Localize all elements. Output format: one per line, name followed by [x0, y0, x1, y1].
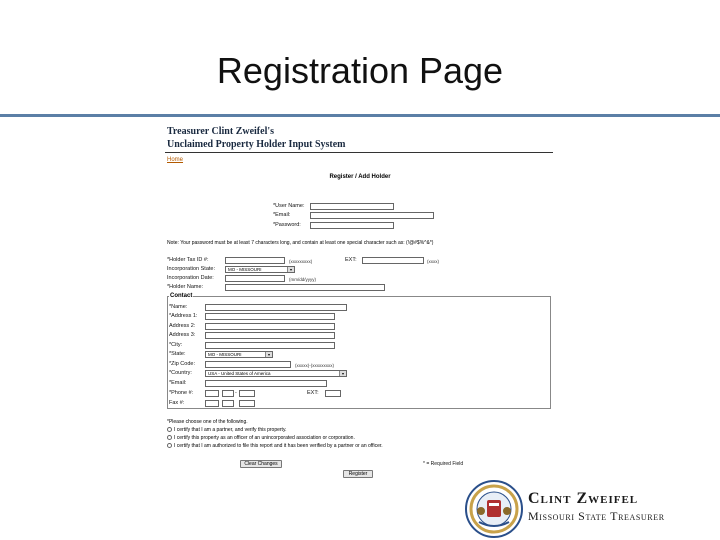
address3-label: Address 3: [169, 332, 196, 338]
incorporation-state-label: Incorporation State: [167, 266, 216, 272]
title-divider [0, 114, 720, 117]
address2-label: Address 2: [169, 323, 196, 329]
phone-area-input[interactable] [205, 390, 219, 397]
holder-name-input[interactable] [225, 284, 385, 291]
fax-line-input[interactable] [239, 400, 255, 407]
required-field-note: * = Required Field [423, 461, 464, 467]
state-select[interactable] [205, 351, 273, 358]
address1-input[interactable] [205, 313, 335, 320]
certify-option-1[interactable] [167, 427, 286, 433]
phone-label: *Phone #: [169, 390, 194, 396]
register-button[interactable]: Register [343, 470, 373, 478]
country-select[interactable] [205, 370, 347, 377]
holder-tax-id-hint: (xxxxxxxxx) [289, 259, 313, 264]
holder-ext-hint: (xxxx) [427, 259, 439, 264]
slide-title: Registration Page [216, 50, 504, 91]
zip-code-hint: (xxxxx)-(xxxxxxxxx) [295, 363, 334, 368]
certify-prompt: *Please choose one of the following. [167, 419, 248, 425]
zip-code-input[interactable] [205, 361, 291, 368]
country-value: USA - United States of America [208, 371, 271, 376]
form-heading: Register / Add Holder [329, 174, 391, 180]
chevron-down-icon: ▾ [287, 267, 294, 272]
phone-line-input[interactable] [239, 390, 255, 397]
holder-tax-id-label: *Holder Tax ID #: [167, 257, 209, 263]
contact-legend: Contact [170, 293, 193, 299]
radio-button[interactable] [167, 427, 172, 432]
incorporation-date-hint: (mm/dd/yyyy) [289, 277, 316, 282]
missouri-state-seal-icon [465, 480, 523, 538]
phone-separator: - [235, 390, 237, 396]
home-link[interactable]: Home [167, 157, 184, 163]
password-label: *Password: [273, 222, 301, 228]
holder-ext-input[interactable] [362, 257, 424, 264]
footer-brand-subtitle: Missouri State Treasurer [528, 509, 665, 523]
clear-changes-button[interactable]: Clear Changes [240, 460, 282, 468]
app-brand-line1: Treasurer Clint Zweifel's [167, 126, 275, 137]
zip-code-label: *Zip Code: [169, 361, 195, 367]
email-label: *Email: [273, 212, 291, 218]
address2-input[interactable] [205, 323, 335, 330]
holder-name-label: *Holder Name: [167, 284, 204, 290]
state-value: MO - MISSOURI [208, 352, 242, 357]
header-divider [165, 152, 553, 153]
contact-name-input[interactable] [205, 304, 347, 311]
fax-label: Fax #: [169, 400, 185, 406]
radio-button[interactable] [167, 443, 172, 448]
certify-option-3-label: I certify that I am authorized to file this report and it has been verified by a partner or an officer. [174, 443, 383, 449]
fax-area-input[interactable] [205, 400, 219, 407]
user-name-label: *User Name: [273, 203, 305, 209]
country-label: *Country: [169, 370, 192, 376]
contact-email-input[interactable] [205, 380, 327, 387]
certify-option-3[interactable] [167, 443, 383, 449]
holder-tax-id-input[interactable] [225, 257, 285, 264]
city-label: *City: [169, 342, 183, 348]
registration-form-screenshot [165, 124, 560, 484]
radio-button[interactable] [167, 435, 172, 440]
state-label: *State: [169, 351, 186, 357]
certify-option-1-label: I certify that I am a partner, and verify this property. [174, 427, 287, 433]
user-name-input[interactable] [310, 203, 394, 210]
holder-ext-label: EXT: [345, 257, 357, 263]
address3-input[interactable] [205, 332, 335, 339]
app-brand-line2: Unclaimed Property Holder Input System [167, 139, 346, 150]
incorporation-state-value: MO - MISSOURI [228, 267, 262, 272]
incorporation-date-label: Incorporation Date: [167, 275, 214, 281]
address1-label: *Address 1: [169, 313, 198, 319]
chevron-down-icon: ▾ [265, 352, 272, 357]
certify-option-2-label: I certify this property as an officer of an unincorporated association or corporation. [174, 435, 355, 441]
password-input[interactable] [310, 222, 394, 229]
footer-brand-name: Clint Zweifel [528, 490, 639, 507]
certify-option-2[interactable] [167, 435, 355, 441]
phone-prefix-input[interactable] [222, 390, 234, 397]
contact-email-label: *Email: [169, 380, 187, 386]
chevron-down-icon: ▾ [339, 371, 346, 376]
contact-name-label: *Name: [169, 304, 188, 310]
fax-prefix-input[interactable] [222, 400, 234, 407]
phone-ext-label: EXT: [307, 390, 319, 396]
incorporation-date-input[interactable] [225, 275, 285, 282]
incorporation-state-select[interactable] [225, 266, 295, 273]
phone-ext-input[interactable] [325, 390, 341, 397]
city-input[interactable] [205, 342, 335, 349]
password-note: Note: Your password must be at least 7 characters long, and contain at least one special character such as: (!@#$%^&*) [167, 240, 434, 246]
email-input[interactable] [310, 212, 434, 219]
